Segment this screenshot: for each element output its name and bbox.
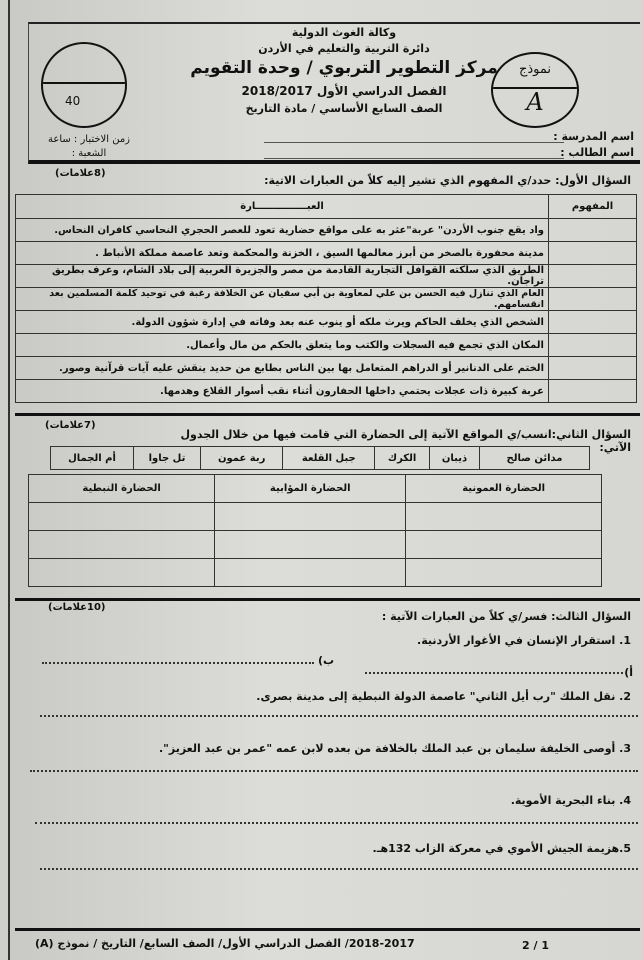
statement: الطريق الذي سلكته القوافل التجارية القادمة من مصر والجزيرة العربية إلى بلاد الشام، وعرف بطريق تراجان.	[16, 265, 549, 288]
col-ammonite: الحضارة العمونية	[406, 475, 602, 503]
q3-item-5: 5.هزيمة الجيش الأموي في معركة الزاب 132هـ.	[372, 842, 631, 855]
q3-title: السؤال الثالث: فسر/ي كلاً من العبارات الآتية :	[381, 610, 631, 623]
table-row	[16, 219, 637, 242]
statement: العام الذي تنازل فيه الحسن بن علي لمعاوية بن أبي سفيان عن الخلافة رغبة في توحيد كلمة المسلمين بعد انقسامهم.	[16, 288, 549, 311]
answer-cell[interactable]	[215, 531, 406, 559]
answer-cell[interactable]	[549, 219, 637, 242]
q1-title: السؤال الأول: حدد/ي المفهوم الذي تشير إليه كلاً من العبارات الاتية:	[264, 174, 631, 187]
label-b: ب)	[318, 654, 335, 667]
answer-cell[interactable]	[29, 503, 215, 531]
score-total: 40	[65, 94, 81, 108]
q2-marks: (7علامات)	[45, 420, 96, 431]
answer-line-b[interactable]	[42, 662, 314, 664]
q3-marks: (10علامات)	[48, 602, 106, 613]
site: مدائن صالح	[480, 447, 590, 470]
answer-cell[interactable]	[29, 559, 215, 587]
q2-title: السؤال الثاني:انسب/ي المواقع الآتية إلى الحضارة التي قامت فيها من خلال الجدول الآتي:	[180, 428, 631, 454]
q3-item-4: 4. بناء البحرية الأموية.	[510, 794, 631, 807]
table-row	[16, 265, 637, 288]
site: ذيبان	[429, 447, 479, 470]
answer-cell[interactable]	[549, 380, 637, 403]
answer-line[interactable]	[40, 868, 638, 870]
answer-cell[interactable]	[406, 531, 602, 559]
footer-text: 2018-2017/ الفصل الدراسي الأول/ الصف السابع/ التاريخ / نموذج (A)	[35, 937, 415, 950]
answer-line[interactable]	[35, 822, 638, 824]
statement: المكان الذي تجمع فيه السجلات والكتب وما يتعلق بالحكم من مال وأعمال.	[16, 334, 549, 357]
statement: واد يقع جنوب الأردن" عربة"عثر به على مواقع حضارية تعود للعصر الحجري النحاسي كافران النحاس.	[16, 219, 549, 242]
statement: الشخص الذي يخلف الحاكم ويرث ملكه أو ينوب عنه بعد وفاته في إدارة شؤون الدولة.	[16, 311, 549, 334]
model-value: A	[526, 88, 544, 116]
answer-cell[interactable]	[29, 531, 215, 559]
site: ربة عمون	[200, 447, 282, 470]
agency-name: وكالة الغوث الدولية	[291, 26, 397, 39]
model-badge	[491, 52, 579, 128]
answer-cell[interactable]	[549, 357, 637, 380]
site: الكرك	[375, 447, 430, 470]
score-circle	[41, 42, 127, 128]
table-row	[16, 334, 637, 357]
table-row	[16, 311, 637, 334]
semester: الفصل الدراسي الأول 2018/2017	[241, 84, 447, 98]
site: أم الجمال	[51, 447, 134, 470]
statement: الختم على الدنانير أو الدراهم المتعامل بها بين الناس بطابع من حديد ينقش عليه آيات قرآنية وصور.	[16, 357, 549, 380]
answer-cell[interactable]	[215, 559, 406, 587]
site: جبل القلعة	[283, 447, 375, 470]
col-nabataean: الحضارة النبطية	[29, 475, 215, 503]
col-concept: المفهوم	[549, 195, 637, 219]
q3-item-1: 1. استقرار الإنسان في الأغوار الأردنية.	[417, 634, 631, 647]
answer-cell[interactable]	[549, 288, 637, 311]
school-field[interactable]	[264, 142, 564, 143]
answer-cell[interactable]	[406, 503, 602, 531]
student-field[interactable]	[264, 158, 564, 159]
q1-marks: (8علامات)	[55, 168, 106, 179]
page-number: 2 / 1	[522, 939, 549, 952]
answer-cell[interactable]	[549, 311, 637, 334]
q1-table	[15, 194, 637, 403]
civilizations-table	[28, 474, 602, 587]
statement: عربة كبيرة ذات عجلات يحتمي داخلها الحفارون أثناء نقب أسوار القلاع وهدمها.	[16, 380, 549, 403]
q3-item-3: 3. أوصى الخليفة سليمان بن عبد الملك بالخلافة من بعده لابن عمه "عمر بن عبد العزيز".	[158, 742, 631, 755]
model-label: نموذج	[518, 62, 552, 77]
exam-time: زمن الاختبار : ساعة	[47, 134, 131, 145]
col-statement: العبـــــــــــــــارة	[16, 195, 549, 219]
table-row	[16, 288, 637, 311]
answer-cell[interactable]	[406, 559, 602, 587]
table-row	[16, 380, 637, 403]
table-row	[16, 357, 637, 380]
section-field[interactable]: الشعبة :	[71, 148, 107, 159]
center-name: مركز التطوير التربوي / وحدة التقويم	[190, 58, 498, 78]
col-moabite: الحضارة المؤابية	[215, 475, 406, 503]
exam-header	[28, 22, 640, 164]
footer-divider	[15, 928, 640, 931]
answer-line[interactable]	[40, 715, 638, 717]
divider	[15, 598, 640, 601]
site: تل جاوا	[134, 447, 201, 470]
department-name: دائرة التربية والتعليم في الأردن	[258, 42, 430, 55]
sites-table	[50, 446, 590, 470]
school-label: اسم المدرسة :	[553, 130, 634, 143]
answer-line[interactable]	[30, 770, 638, 772]
label-a: أ)	[624, 666, 633, 679]
q3-item-2: 2. نقل الملك "رب أيل الثاني" عاصمة الدولة النبطية إلى مدينة بصرى.	[256, 690, 631, 703]
answer-cell[interactable]	[549, 265, 637, 288]
answer-cell[interactable]	[549, 242, 637, 265]
answer-cell[interactable]	[215, 503, 406, 531]
answer-cell[interactable]	[549, 334, 637, 357]
student-label: اسم الطالب :	[560, 146, 634, 159]
table-row	[16, 242, 637, 265]
divider	[15, 413, 640, 416]
answer-line-a[interactable]	[365, 672, 623, 674]
statement: مدينة محفورة بالصخر من أبرز معالمها السيق ، الخزنة والمحكمة وتعد عاصمة مملكة الأنباط .	[16, 242, 549, 265]
grade-subject: الصف السابع الأساسي / مادة التاريخ	[245, 102, 443, 115]
